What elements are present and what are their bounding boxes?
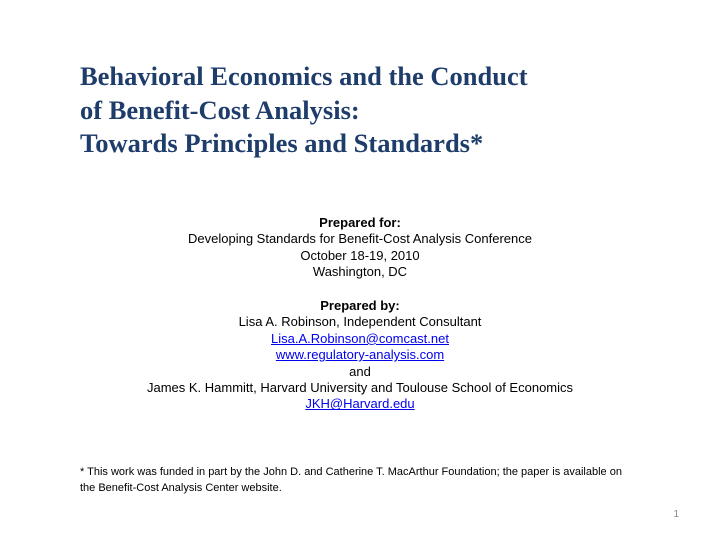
conjunction-and: and	[349, 363, 371, 379]
conference-location: Washington, DC	[312, 264, 408, 280]
prepared-by-heading: Prepared by:	[320, 298, 400, 313]
author-1-website-link[interactable]: www.regulatory-analysis.com	[275, 347, 445, 363]
title-line-3: Towards Principles and Standards*	[80, 128, 484, 158]
conference-dates: October 18-19, 2010	[300, 247, 420, 263]
author-1-email-link[interactable]: Lisa.A.Robinson@comcast.net	[271, 330, 449, 346]
title-line-2: of Benefit-Cost Analysis:	[80, 94, 360, 125]
author-1: Lisa A. Robinson, Independent Consultant	[238, 314, 482, 330]
prepared-for-section	[0, 215, 720, 281]
prepared-by-section	[0, 298, 720, 413]
funding-footnote: * This work was funded in part by the John D. and Catherine T. MacArthur Foundation; the paper is available on the Benefit-Cost Analysis Center website.	[80, 466, 622, 494]
page-number: 1	[673, 509, 679, 520]
conference-name: Developing Standards for Benefit-Cost Analysis Conference	[188, 231, 532, 247]
slide-title	[80, 60, 680, 161]
title-line-1: Behavioral Economics and the Conduct	[80, 61, 528, 91]
author-2-email-link[interactable]: JKH@Harvard.edu	[305, 396, 415, 412]
author-2: James K. Hammitt, Harvard University and Toulouse School of Economics	[146, 380, 574, 396]
prepared-for-heading: Prepared for:	[319, 215, 401, 230]
